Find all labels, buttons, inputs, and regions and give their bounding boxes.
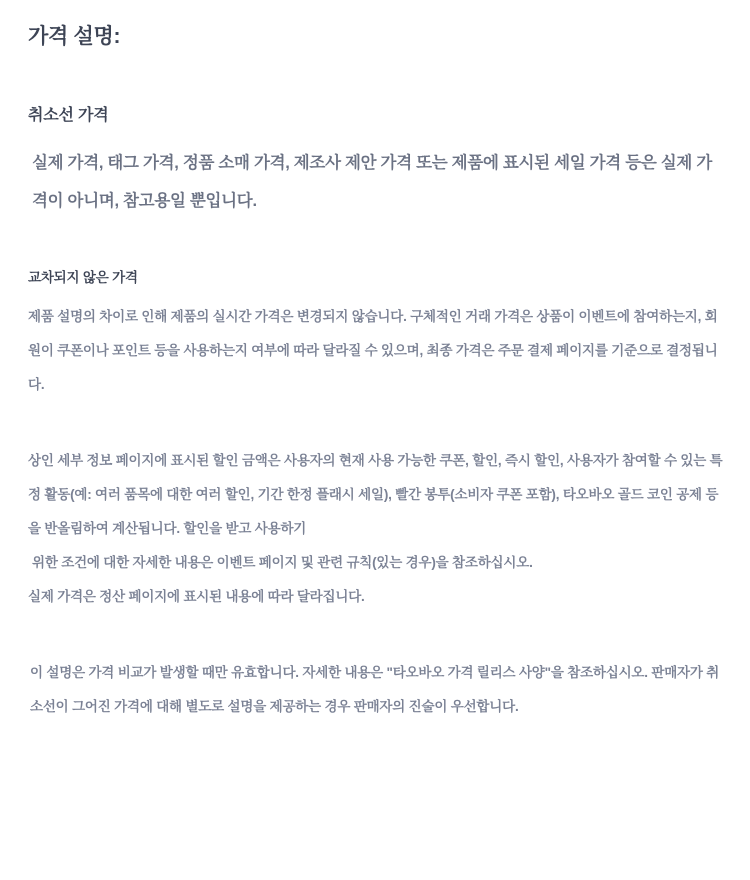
section-strikethrough-price <box>28 104 726 220</box>
paragraph-text: 이 설명은 가격 비교가 발생할 때만 유효합니다. 자세한 내용은 "타오바오 가격 릴리스 사양"을 참조하십시오. 판매자가 취소선이 그어진 가격에 대해 별도로 설명을 제공하는 경우 판매자의 진술이 우선합니다. <box>30 665 720 714</box>
section-heading-non-crossed-price: 교차되지 않은 가격 <box>28 270 138 285</box>
paragraph-price-comparison-note <box>30 656 726 724</box>
section-non-crossed-price <box>28 268 726 724</box>
paragraph-text: 제품 설명의 차이로 인해 제품의 실시간 가격은 변경되지 않습니다. 구체적인 거래 가격은 상품이 이벤트에 참여하는지, 회원이 쿠폰이나 포인트 등을 사용하는지 여부에 따라 달라질 수 있으며, 최종 가격은 주문 결제 페이지를 기준으로 결정됩니다. <box>28 309 718 392</box>
paragraph-text-conditions: 위한 조건에 대한 자세한 내용은 이벤트 페이지 및 관련 규칙(있는 경우)을 참조하십시오. <box>32 555 533 570</box>
paragraph-text: 상인 세부 정보 페이지에 표시된 할인 금액은 사용자의 현재 사용 가능한 쿠폰, 할인, 즉시 할인, 사용자가 참여할 수 있는 특정 활동(예: 여러 품목에 대한 여러 할인, 기간 한정 플래시 세일), 빨간 봉투(소비자 쿠폰 포함), 타오바오 골드 코인 공제 등을 반올림하여 계산됩니다. 할인을 받고 사용하기 <box>28 453 723 536</box>
section-lead-strikethrough-price: 실제 가격, 태그 가격, 정품 소매 가격, 제조사 제안 가격 또는 제품에 표시된 세일 가격 등은 실제 가격이 아니며, 참고용일 뿐입니다. <box>32 154 712 210</box>
section-heading-strikethrough-price: 취소선 가격 <box>28 107 109 124</box>
paragraph-discount-calculation <box>28 444 726 614</box>
paragraph-realtime-price <box>28 300 726 402</box>
paragraph-text-settlement: 실제 가격은 정산 페이지에 표시된 내용에 따라 달라집니다. <box>28 589 365 604</box>
page-title: 가격 설명: <box>28 25 121 48</box>
